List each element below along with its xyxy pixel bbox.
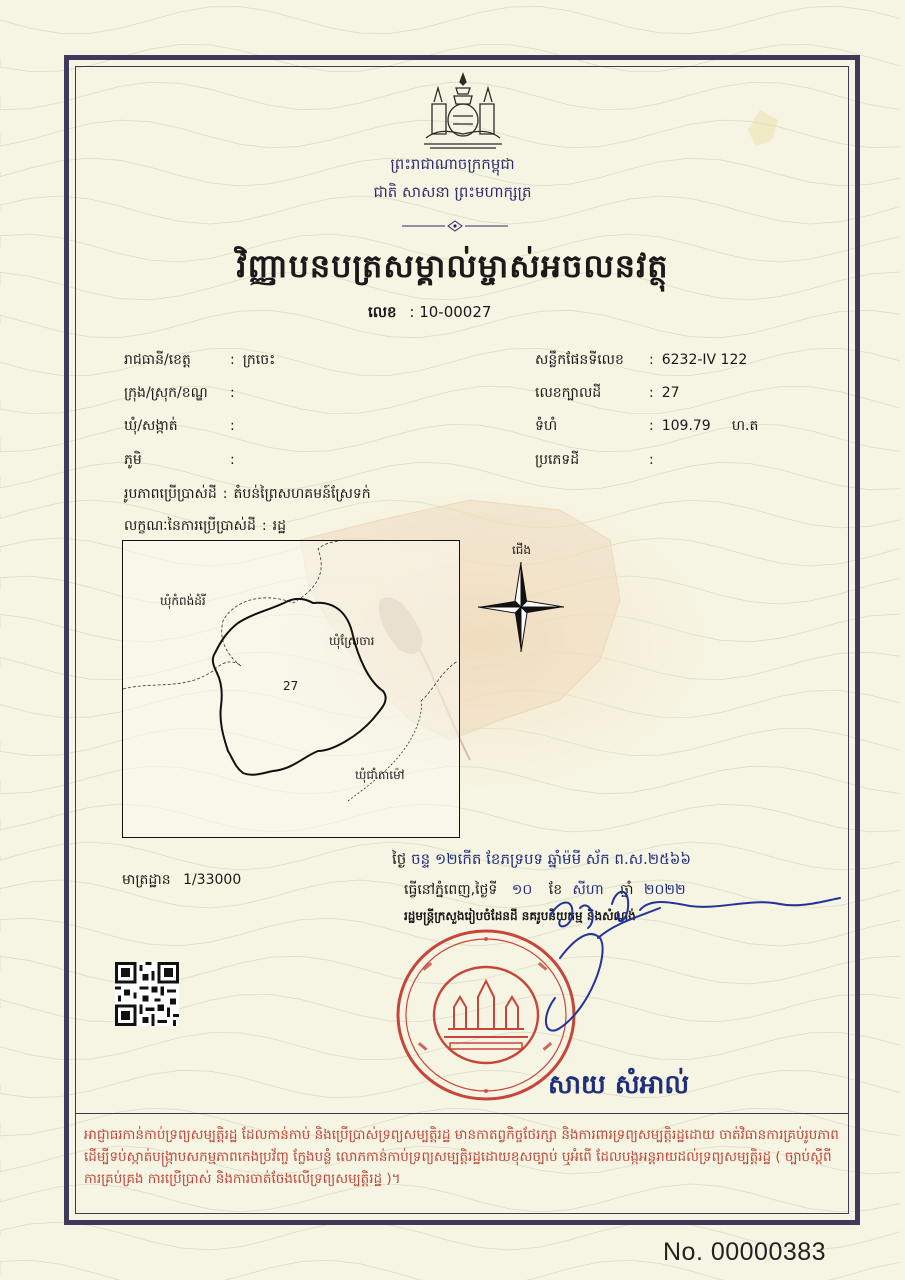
- year-label: ឆ្នាំ: [620, 882, 634, 898]
- date-year: ២០២២: [643, 882, 686, 898]
- field-colon: :: [222, 486, 228, 502]
- parcel-map: [122, 540, 460, 838]
- page-title: វិញ្ញាបនបត្រសម្គាល់ម្ចាស់អចលនវត្ថុ: [236, 247, 669, 285]
- field-label: លេខក្បាលដី: [535, 385, 602, 401]
- field-province: [124, 350, 275, 371]
- field-label: ភូមិ: [124, 452, 142, 468]
- map-label-commune-kampong-damrei: ឃុំកំពង់ដំរី: [160, 594, 206, 608]
- north-label: ជើង: [512, 543, 532, 557]
- field-colon: :: [230, 418, 235, 434]
- field-district: [124, 383, 243, 404]
- field-value: 6232-IV 122: [661, 352, 748, 368]
- field-label: ឃុំ/សង្កាត់: [124, 418, 178, 434]
- field-map-sheet: [535, 350, 747, 371]
- royal-emblem-icon: [420, 72, 506, 152]
- field-village: [124, 450, 243, 471]
- field-label: ទំហំ: [535, 418, 558, 434]
- scale-label: មាត្រដ្ឋាន: [122, 872, 171, 888]
- field-colon: :: [649, 452, 654, 468]
- field-value: 109.79: [661, 418, 711, 434]
- date-month: សីហា: [572, 882, 604, 898]
- certificate-number-label: លេខ: [368, 303, 397, 321]
- field-label: ក្រុង/ស្រុក/ខណ្ឌ: [124, 385, 208, 401]
- field-colon: :: [649, 352, 654, 368]
- official-title: រដ្ឋមន្ត្រីក្រសួងរៀបចំដែនដី នគរូបនីយកម្ម និងសំណង់: [404, 909, 636, 923]
- divider-ornament-icon: [400, 219, 510, 233]
- field-land-type: [535, 450, 662, 471]
- north-arrow-icon: [478, 562, 564, 652]
- field-commune: [124, 416, 243, 437]
- map-label-commune-choam-ta-mau: ឃុំជាំតាម៉ៅ: [355, 768, 405, 782]
- certificate-number-value: 10-00027: [419, 303, 492, 321]
- field-colon: :: [261, 518, 267, 534]
- field-label: លក្ខណៈនៃការប្រើប្រាស់ដី: [124, 518, 256, 534]
- field-label: រាជធានី/ខេត្ត: [124, 352, 191, 368]
- field-value: 27: [661, 385, 680, 401]
- serial-number: No. 00000383: [663, 1238, 827, 1266]
- field-unit: ហ.ត: [731, 418, 759, 434]
- map-scale: [122, 870, 241, 891]
- field-area: [535, 416, 758, 437]
- signature-scribble: [520, 868, 850, 1038]
- kingdom-heading: ព្រះរាជាណាចក្រកម្ពុជា: [390, 155, 515, 173]
- field-colon: :: [230, 385, 235, 401]
- field-value: រដ្ឋ: [272, 518, 286, 534]
- field-colon: :: [230, 352, 235, 368]
- field-parcel-number: [535, 383, 680, 404]
- national-motto: ជាតិ សាសនា ព្រះមហាក្សត្រ: [373, 183, 532, 201]
- scale-value: 1/33000: [183, 872, 242, 888]
- field-land-use-character: [124, 516, 286, 537]
- signatory-name: សាយ សំអាល់: [548, 1070, 690, 1100]
- certificate-number-colon: :: [409, 303, 415, 321]
- date-day: ១០: [511, 882, 533, 898]
- certificate-number: [368, 303, 491, 325]
- field-colon: :: [230, 452, 235, 468]
- notice-divider: [75, 1113, 849, 1114]
- legal-notice: អាជ្ញាធរកាន់កាប់ទ្រព្យសម្បត្តិរដ្ឋ ដែលកាន់កាប់ និងប្រើប្រាស់ទ្រព្យសម្បត្តិរដ្ឋ មានកាតព្វកិច្ចថែរក្សា និងការពារទ្រព្យសម្បត្តិរដ្ឋដោយ ចាត់វិធានការគ្រប់រូបភាព ដើម្បីទប់ស្កាត់បង្ក្រាបសកម្មភាពកេងប្រវ័ញ្ច ក្លែងបន្លំ លោភកាន់កាប់ទ្រព្យសម្បត្តិរដ្ឋដោយខុសច្បាប់ ឬអំពើ ដែលបង្កអន្តរាយដល់ទ្រព្យសម្បត្តិរដ្ឋ ( ច្បាប់ស្តីពីការគ្រប់គ្រង ការប្រើប្រាស់ និងការចាត់ចែងលើទ្រព្យសម្បត្តិរដ្ឋ )។: [84, 1127, 839, 1187]
- field-value: ក្រចេះ: [242, 352, 276, 368]
- qr-code-icon: [115, 962, 179, 1026]
- field-colon: :: [649, 418, 654, 434]
- place-prefix: ធ្វើនៅភ្នំពេញ,ថ្ងៃទី: [404, 882, 498, 898]
- field-land-use: [124, 484, 371, 505]
- lunar-date-handwritten: ចន្ទ ១២កើត ខែភទ្របទ ឆ្នាំម៉មី ស័ក ព.ស.២៥៦៦: [411, 850, 691, 868]
- month-label: ខែ: [548, 882, 563, 898]
- date-prefix: ថ្ងៃ: [392, 850, 407, 868]
- map-parcel-number: 27: [283, 679, 299, 693]
- field-label: រូបភាពប្រើប្រាស់ដី: [124, 486, 217, 502]
- field-label: ប្រភេទដី: [535, 452, 580, 468]
- field-value: តំបន់ព្រៃសហគមន៍ស្រែទក់: [233, 486, 371, 502]
- field-colon: :: [649, 385, 654, 401]
- guilloche-line: [0, 6, 900, 33]
- map-label-commune-srae-char: ឃុំស្រែចារ: [329, 634, 375, 648]
- field-label: សន្លឹកផែនទីលេខ: [535, 352, 624, 368]
